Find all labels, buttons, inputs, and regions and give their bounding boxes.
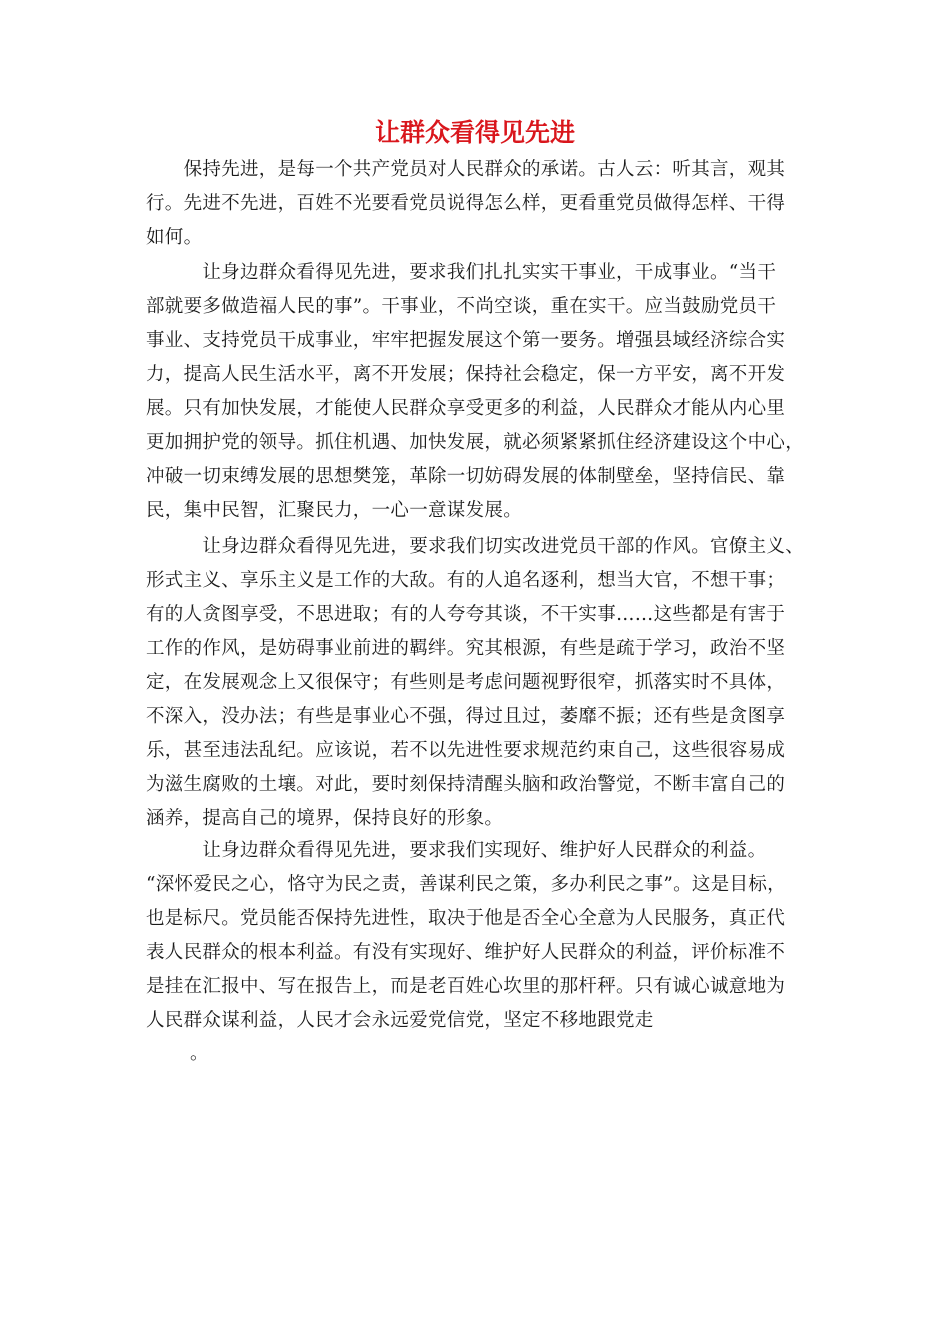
paragraph-2 <box>146 256 826 528</box>
paragraph-line: 力，提高人民生活水平，离不开发展；保持社会稳定，保一方平安，离不开发 <box>146 364 786 385</box>
paragraph-line: 形式主义、享乐主义是工作的大敌。有的人追名逐利，想当大官，不想干事； <box>146 570 786 591</box>
paragraph-line: 工作的作风，是妨碍事业前进的羁绊。究其根源，有些是疏于学习，政治不坚 <box>146 638 786 659</box>
paragraph-line: 不深入，没办法；有些是事业心不强，得过且过，萎靡不振；还有些是贪图享 <box>146 706 786 727</box>
paragraph-line: 为滋生腐败的土壤。对此，要时刻保持清醒头脑和政治警觉，不断丰富自己的 <box>146 774 786 795</box>
paragraph-line: 行。先进不先进，百姓不光要看党员说得怎么样，更看重党员做得怎样、干得 <box>146 193 786 214</box>
paragraph-line: 保持先进，是每一个共产党员对人民群众的承诺。古人云：听其言，观其 <box>146 159 786 180</box>
paragraph-line: 涵养，提高自己的境界，保持良好的形象。 <box>146 808 504 829</box>
paragraph-line: 定，在发展观念上又很保守；有些则是考虑问题视野很窄，抓落实时不具体， <box>146 672 786 693</box>
document-title: 让群众看得见先进 <box>374 118 575 147</box>
paragraph-line: 事业、支持党员干成事业，牢牢把握发展这个第一要务。增强县域经济综合实 <box>146 330 786 351</box>
trailing-period: 。 <box>190 1043 209 1064</box>
paragraph-line: 冲破一切束缚发展的思想樊笼，革除一切妨碍发展的体制壁垒，坚持信民、靠 <box>146 466 786 487</box>
paragraph-line: 更加拥护党的领导。抓住机遇、加快发展，就必须紧紧抓住经济建设这个中心， <box>146 432 805 453</box>
paragraph-line: 乐，甚至违法乱纪。应该说，若不以先进性要求规范约束自己，这些很容易成 <box>146 740 786 761</box>
paragraph-line: 也是标尺。党员能否保持先进性，取决于他是否全心全意为人民服务，真正代 <box>146 908 786 929</box>
paragraph-3 <box>146 530 836 836</box>
paragraph-line: “深怀爱民之心，恪守为民之责，善谋利民之策，多办利民之事”。这是目标， <box>146 874 786 895</box>
paragraph-line: 让身边群众看得见先进，要求我们实现好、维护好人民群众的利益。 <box>146 840 767 861</box>
paragraph-line: 部就要多做造福人民的事”。干事业，不尚空谈，重在实干。应当鼓励党员干 <box>146 296 777 317</box>
paragraph-line: 民，集中民智，汇聚民力，一心一意谋发展。 <box>146 500 523 521</box>
paragraph-line: 是挂在汇报中、写在报告上，而是老百姓心坎里的那杆秤。只有诚心诚意地为 <box>146 976 786 997</box>
paragraph-1 <box>146 153 826 255</box>
paragraph-line: 让身边群众看得见先进，要求我们扎扎实实干事业，干成事业。“当干 <box>146 262 777 283</box>
paragraph-line: 展。只有加快发展，才能使人民群众享受更多的利益，人民群众才能从内心里 <box>146 398 786 419</box>
paragraph-line: 有的人贪图享受，不思进取；有的人夸夸其谈，不干实事……这些都是有害于 <box>146 604 786 625</box>
paragraph-4 <box>146 834 826 1038</box>
paragraph-line: 表人民群众的根本利益。有没有实现好、维护好人民群众的利益，评价标准不 <box>146 942 786 963</box>
paragraph-line: 人民群众谋利益，人民才会永远爱党信党，坚定不移地跟党走 <box>146 1010 654 1031</box>
paragraph-line: 让身边群众看得见先进，要求我们切实改进党员干部的作风。官僚主义、 <box>146 536 805 557</box>
paragraph-line: 如何。 <box>146 227 203 248</box>
